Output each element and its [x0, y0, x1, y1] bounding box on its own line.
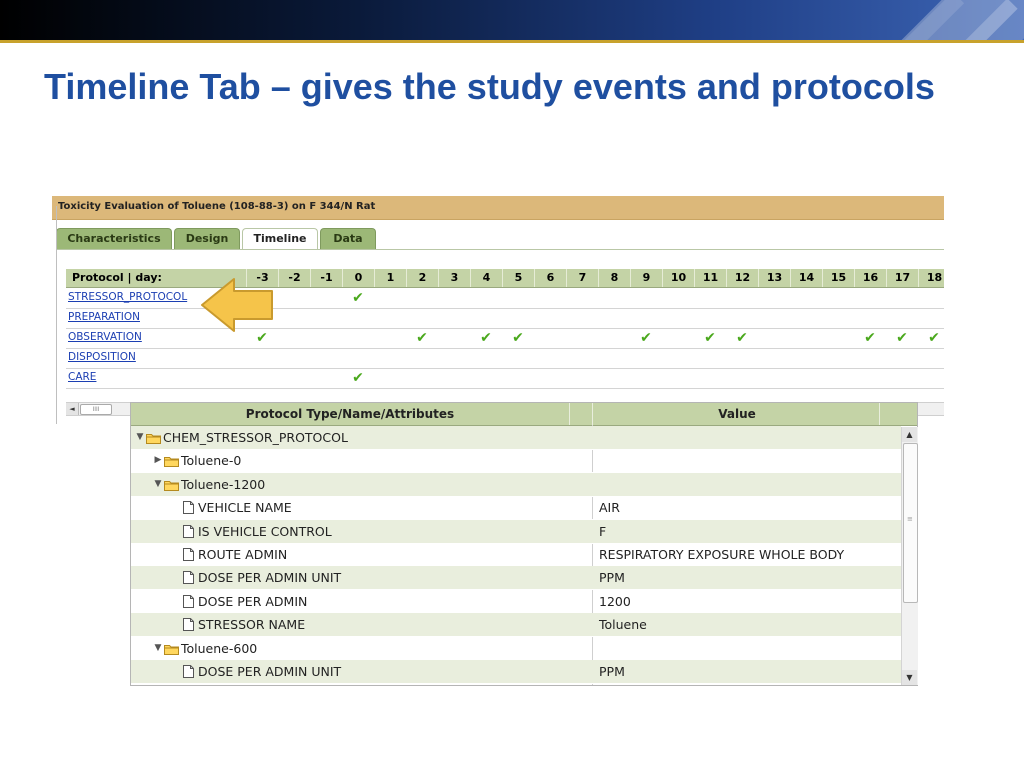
checkmark-icon: ✔ [512, 330, 524, 346]
attribute-name: DOSE PER ADMIN UNIT [198, 664, 342, 679]
protocol-link[interactable]: STRESSOR_PROTOCOL [68, 291, 188, 303]
day-header: 11 [694, 269, 726, 287]
checkmark-icon: ✔ [736, 330, 748, 346]
document-icon [183, 665, 194, 678]
slide-title: Timeline Tab – gives the study events and protocols [44, 66, 935, 107]
tree-folder-row[interactable] [131, 473, 901, 497]
attribute-name: DOSE PER ADMIN [198, 593, 308, 609]
tree-attribute-row[interactable] [131, 566, 901, 590]
folder-icon [164, 643, 179, 654]
day-header: 6 [534, 269, 566, 287]
checkmark-icon: ✔ [352, 370, 364, 386]
folder-icon [146, 432, 161, 443]
tree-attribute-row[interactable] [131, 543, 901, 567]
day-header: 18 [918, 269, 950, 287]
attribute-value: AIR [599, 500, 620, 516]
tab-characteristics[interactable]: Characteristics [56, 228, 172, 249]
vertical-scrollbar[interactable] [901, 427, 918, 685]
attribute-name: ROUTE ADMIN [198, 547, 288, 562]
day-header: 17 [886, 269, 918, 287]
checkmark-icon: ✔ [896, 330, 908, 346]
attribute-name: CHEM_STRESSOR_PROTOCOL [163, 430, 348, 445]
attribute-name: VEHICLE NAME [198, 500, 292, 516]
day-header: 7 [566, 269, 598, 287]
protocol-link[interactable]: CARE [68, 371, 97, 383]
protocol-day-header: Protocol | day: [72, 271, 162, 284]
checkmark-icon: ✔ [256, 330, 268, 346]
attribute-value: 1200 [599, 593, 631, 609]
expand-down-icon[interactable]: ▼ [154, 478, 162, 489]
tab-design[interactable]: Design [174, 228, 240, 249]
day-header: 9 [630, 269, 662, 287]
tree-attribute-row[interactable] [131, 496, 901, 520]
checkmark-icon: ✔ [416, 330, 428, 346]
left-arrow-icon [200, 277, 276, 333]
tree-attribute-row[interactable] [131, 590, 901, 614]
horizontal-scroll-thumb[interactable]: IIII [80, 404, 112, 415]
tree-attribute-row[interactable] [131, 520, 901, 544]
tab-timeline[interactable]: Timeline [242, 228, 318, 250]
day-header: 13 [758, 269, 790, 287]
tree-folder-row[interactable] [131, 449, 901, 473]
day-header: 15 [822, 269, 854, 287]
document-icon [183, 618, 194, 631]
attribute-value: PPM [599, 570, 625, 586]
timeline-row [66, 348, 944, 369]
checkmark-icon: ✔ [640, 330, 652, 346]
protocol-link[interactable]: PREPARATION [68, 311, 140, 323]
attribute-name: Toluene-1200 [181, 476, 266, 492]
folder-icon [164, 479, 179, 490]
document-icon [183, 525, 194, 538]
timeline-row [66, 308, 944, 329]
tree-folder-row[interactable] [131, 637, 901, 661]
tree-folder-row[interactable] [131, 426, 901, 450]
checkmark-icon: ✔ [704, 330, 716, 346]
expand-right-icon[interactable]: ▶ [154, 455, 162, 466]
document-icon [183, 595, 194, 608]
day-header: 8 [598, 269, 630, 287]
document-icon [183, 548, 194, 561]
attribute-name: IS VEHICLE CONTROL [198, 523, 332, 539]
document-icon [183, 501, 194, 514]
attribute-name: Toluene-600 [181, 640, 258, 656]
attribute-value: Toluene [599, 617, 647, 633]
attribute-value: RESPIRATORY EXPOSURE WHOLE BODY [599, 547, 845, 562]
day-header: 3 [438, 269, 470, 287]
scroll-down-icon[interactable]: ▼ [902, 670, 917, 685]
expand-down-icon[interactable]: ▼ [154, 642, 162, 653]
day-header: 10 [662, 269, 694, 287]
tab-underline [56, 249, 944, 250]
column-header-protocol[interactable]: Protocol Type/Name/Attributes [245, 407, 455, 421]
checkmark-icon: ✔ [352, 290, 364, 306]
day-header: 1 [374, 269, 406, 287]
day-header: 4 [470, 269, 502, 287]
grid-header-row [131, 403, 917, 426]
checkmark-icon: ✔ [928, 330, 940, 346]
day-header: -1 [310, 269, 342, 287]
attribute-name: DOSE PER ADMIN UNIT [198, 570, 342, 586]
day-header: -2 [278, 269, 310, 287]
tree-attribute-row[interactable] [131, 660, 901, 684]
timeline-row [66, 288, 944, 309]
protocol-attributes-grid [130, 402, 918, 686]
day-header: 16 [854, 269, 886, 287]
day-header: 5 [502, 269, 534, 287]
slide-top-banner [0, 0, 1024, 40]
timeline-row [66, 328, 944, 349]
day-header: 12 [726, 269, 758, 287]
study-window [52, 196, 944, 416]
day-header: 14 [790, 269, 822, 287]
column-header-value[interactable]: Value [718, 407, 756, 421]
attribute-value: F [599, 523, 607, 539]
day-header: -3 [246, 269, 278, 287]
day-header: 2 [406, 269, 438, 287]
attribute-value: PPM [599, 664, 625, 679]
day-header: 0 [342, 269, 374, 287]
timeline-header-row [66, 269, 944, 288]
scroll-up-icon[interactable]: ▲ [902, 427, 917, 442]
timeline-row [66, 368, 944, 389]
attribute-name: STRESSOR NAME [198, 617, 306, 633]
scroll-left-icon[interactable]: ◄ [66, 403, 79, 415]
document-icon [183, 571, 194, 584]
tree-attribute-row[interactable] [131, 613, 901, 637]
tab-data[interactable]: Data [320, 228, 376, 249]
checkmark-icon: ✔ [480, 330, 492, 346]
banner-gold-rule [0, 40, 1024, 43]
protocol-link[interactable]: OBSERVATION [68, 331, 142, 343]
vertical-scroll-thumb[interactable]: ≡ [903, 443, 918, 603]
panel-left-border [56, 206, 57, 424]
checkmark-icon: ✔ [864, 330, 876, 346]
study-title-bar: Toxicity Evaluation of Toluene (108-88-3) on F 344/N Rat [52, 196, 944, 220]
attribute-name: Toluene-0 [181, 453, 242, 469]
expand-down-icon[interactable]: ▼ [136, 432, 144, 442]
folder-icon [164, 455, 179, 466]
protocol-link[interactable]: DISPOSITION [68, 351, 136, 363]
